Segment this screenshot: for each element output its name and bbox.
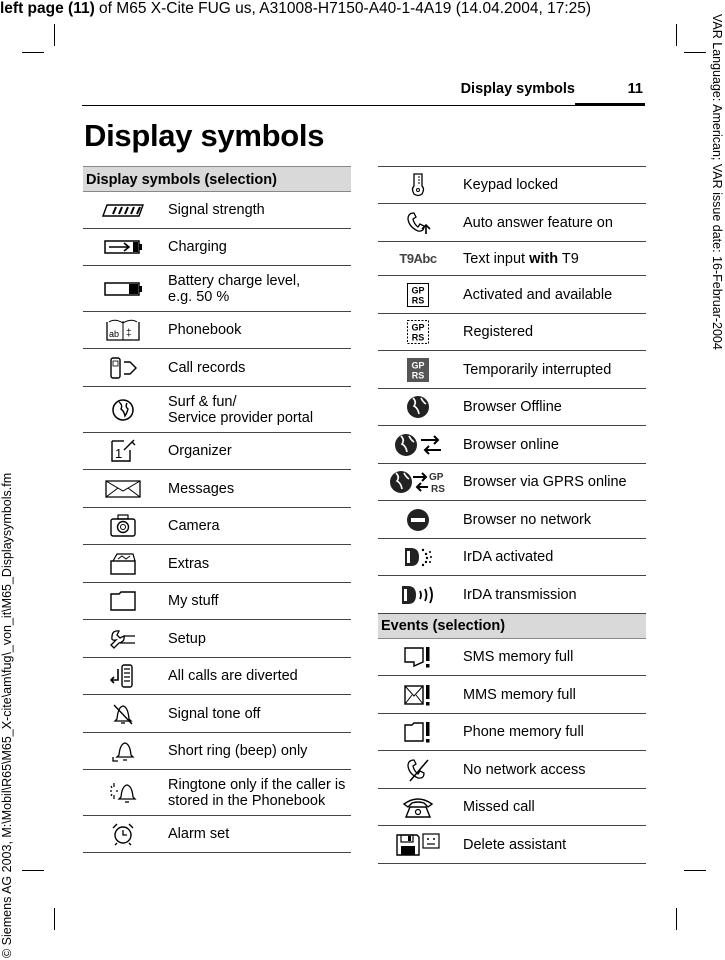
- symbol-label: Browser no network: [463, 511, 592, 528]
- t9-icon-text: T9Abc: [399, 251, 437, 266]
- running-head-rule: [82, 105, 645, 106]
- page-title: Display symbols: [84, 118, 325, 153]
- call-records-icon: [83, 356, 163, 380]
- symbol-row: [83, 620, 351, 658]
- symbol-row: [83, 733, 351, 770]
- symbol-row: [378, 314, 646, 351]
- symbol-row: [83, 816, 351, 853]
- label-bold: with: [529, 250, 559, 267]
- symbol-row: [83, 770, 351, 816]
- gprs-text-gp: GP: [411, 322, 425, 333]
- symbol-label: No network access: [463, 761, 586, 778]
- symbol-label: Phone memory full: [463, 724, 584, 740]
- symbol-label: Setup: [168, 630, 206, 647]
- label-post: T9: [558, 250, 579, 267]
- running-head-title: Display symbols: [460, 81, 575, 97]
- symbol-label: Browser online: [463, 436, 559, 453]
- crop-mark: [54, 908, 55, 930]
- symbol-label: IrDA transmission: [463, 586, 577, 603]
- symbol-row: [378, 826, 646, 864]
- bell-short-icon: [83, 738, 163, 764]
- symbol-row: [378, 464, 646, 501]
- envelope-icon: [83, 478, 163, 500]
- charging-icon: [83, 239, 163, 255]
- symbol-row: [378, 676, 646, 714]
- symbol-label: Camera: [168, 518, 220, 534]
- symbol-row: [83, 192, 351, 229]
- symbol-label: Signal tone off: [168, 705, 261, 722]
- crop-mark: [684, 870, 706, 871]
- symbol-row: [378, 242, 646, 276]
- svg-text:ab: ab: [109, 329, 120, 339]
- crop-mark: [676, 908, 677, 930]
- gprs-text-gp: GP: [411, 360, 425, 370]
- print-header-bold: left page (11): [0, 0, 95, 17]
- symbol-label: Battery charge level, e.g. 50 %: [168, 272, 301, 305]
- camera-icon: [83, 513, 163, 539]
- symbol-label: Call records: [168, 359, 246, 376]
- symbol-row: [83, 266, 351, 312]
- t9-icon: [378, 251, 458, 266]
- missed-call-icon: [378, 794, 458, 820]
- symbol-row: [378, 167, 646, 204]
- extras-icon: [83, 551, 163, 577]
- crop-mark: [22, 52, 44, 53]
- running-head-tab: [575, 103, 645, 106]
- symbol-row: [83, 508, 351, 545]
- symbol-label: Delete assistant: [463, 836, 567, 853]
- symbol-label: Registered: [463, 324, 534, 340]
- symbol-row: [378, 539, 646, 576]
- svg-text:1: 1: [115, 446, 123, 461]
- symbol-label: My stuff: [168, 593, 219, 609]
- phonebook-icon: [83, 317, 163, 343]
- symbol-row: [83, 658, 351, 695]
- print-header: [0, 0, 725, 20]
- bell-caller-icon: [83, 780, 163, 806]
- globe-icon: [83, 397, 163, 423]
- phone-memory-full-icon: [378, 719, 458, 745]
- symbol-label: Activated and available: [463, 286, 613, 303]
- section-heading: Events (selection): [378, 614, 646, 639]
- symbol-label: Auto answer feature on: [463, 214, 613, 231]
- no-network-access-icon: [378, 757, 458, 783]
- symbol-label: Temporarily interrupted: [463, 361, 612, 378]
- display-symbols-table-right: [378, 166, 646, 864]
- folder-icon: [83, 589, 163, 613]
- page-number: 11: [627, 81, 643, 97]
- crop-mark: [684, 52, 706, 53]
- symbol-row: [378, 276, 646, 314]
- symbol-row: [378, 751, 646, 789]
- symbol-label: Browser via GPRS online: [463, 474, 627, 490]
- key-icon: [378, 172, 458, 198]
- symbol-label: Surf & fun/ Service provider portal: [168, 393, 314, 426]
- symbol-label: IrDA activated: [463, 549, 554, 565]
- irda-transmission-icon: [378, 583, 458, 607]
- side-text-left: © Siemens AG 2003, M:\Mobil\R65\M65_X-cite\am\fug\_von_it\M65_Displaysymbols.fm: [0, 472, 14, 958]
- symbol-row: [83, 433, 351, 470]
- symbol-row: [378, 389, 646, 426]
- symbol-label: Phonebook: [168, 322, 242, 338]
- mms-full-icon: [378, 682, 458, 708]
- symbol-label: Charging: [168, 239, 227, 255]
- symbol-row: [378, 351, 646, 389]
- svg-text:‡: ‡: [126, 328, 132, 339]
- crop-mark: [54, 24, 55, 46]
- symbol-row: [83, 583, 351, 620]
- side-text-right: VAR Language: American; VAR issue date: 16-Februar-2004: [710, 14, 724, 350]
- divert-icon: [83, 663, 163, 689]
- symbol-row: [83, 545, 351, 583]
- symbol-label: MMS memory full: [463, 686, 576, 703]
- alarm-clock-icon: [83, 821, 163, 847]
- print-header-rest: of M65 X-Cite FUG us, A31008-H7150-A40-1-4A19 (14.04.2004, 17:25): [94, 0, 592, 17]
- signal-strength-icon: [83, 202, 163, 218]
- globe-offline-icon: [378, 394, 458, 420]
- gprs-interrupted-icon: [378, 357, 458, 383]
- symbol-label: All calls are diverted: [168, 668, 298, 684]
- wrench-icon: [83, 627, 163, 651]
- crop-mark: [676, 24, 677, 46]
- globe-gprs-icon: [378, 469, 458, 495]
- symbol-row: [83, 349, 351, 387]
- gprs-available-icon: [378, 282, 458, 308]
- symbol-label: Alarm set: [168, 826, 230, 842]
- gprs-text-gp: GP: [411, 285, 425, 295]
- label-pre: Text input: [463, 250, 530, 267]
- symbol-label: [458, 251, 579, 267]
- symbol-label: Missed call: [463, 799, 535, 815]
- gprs-text-rs: RS: [431, 484, 445, 495]
- gprs-registered-icon: [378, 319, 458, 345]
- section-heading: Display symbols (selection): [83, 166, 351, 192]
- no-network-icon: [378, 507, 458, 533]
- symbol-row: [83, 229, 351, 266]
- symbol-row: [378, 204, 646, 242]
- globe-online-icon: [378, 432, 458, 458]
- bell-off-icon: [83, 701, 163, 727]
- battery-icon: [83, 281, 163, 297]
- symbol-label: Keypad locked: [463, 177, 559, 193]
- delete-assistant-icon: [378, 832, 458, 858]
- organizer-icon: [83, 438, 163, 464]
- running-head: [82, 78, 645, 106]
- symbol-row: [83, 312, 351, 349]
- symbol-label: Messages: [168, 480, 235, 497]
- symbol-label: Browser Offline: [463, 399, 562, 415]
- gprs-text-rs: RS: [411, 370, 425, 380]
- symbol-row: [83, 387, 351, 433]
- auto-answer-icon: [378, 210, 458, 236]
- display-symbols-table: [83, 166, 351, 853]
- symbol-row: [83, 470, 351, 508]
- symbol-row: [378, 714, 646, 751]
- symbol-row: [378, 789, 646, 826]
- symbol-label: Signal strength: [168, 202, 265, 218]
- gprs-text-rs: RS: [411, 295, 425, 305]
- crop-mark: [22, 870, 44, 871]
- symbol-label: Organizer: [168, 443, 232, 459]
- symbol-row: [378, 426, 646, 464]
- symbol-row: [378, 501, 646, 539]
- symbol-label: Ringtone only if the caller is stored in the Phonebook: [168, 776, 346, 809]
- symbol-row: [378, 576, 646, 614]
- irda-activated-icon: [378, 545, 458, 569]
- symbol-row: [83, 695, 351, 733]
- gprs-text-rs: RS: [411, 332, 425, 343]
- gprs-text-gp: GP: [429, 472, 444, 483]
- symbol-row: [378, 639, 646, 676]
- symbol-label: Short ring (beep) only: [168, 743, 308, 759]
- symbol-label: Extras: [168, 555, 210, 572]
- symbol-label: SMS memory full: [463, 649, 574, 665]
- sms-full-icon: [378, 644, 458, 670]
